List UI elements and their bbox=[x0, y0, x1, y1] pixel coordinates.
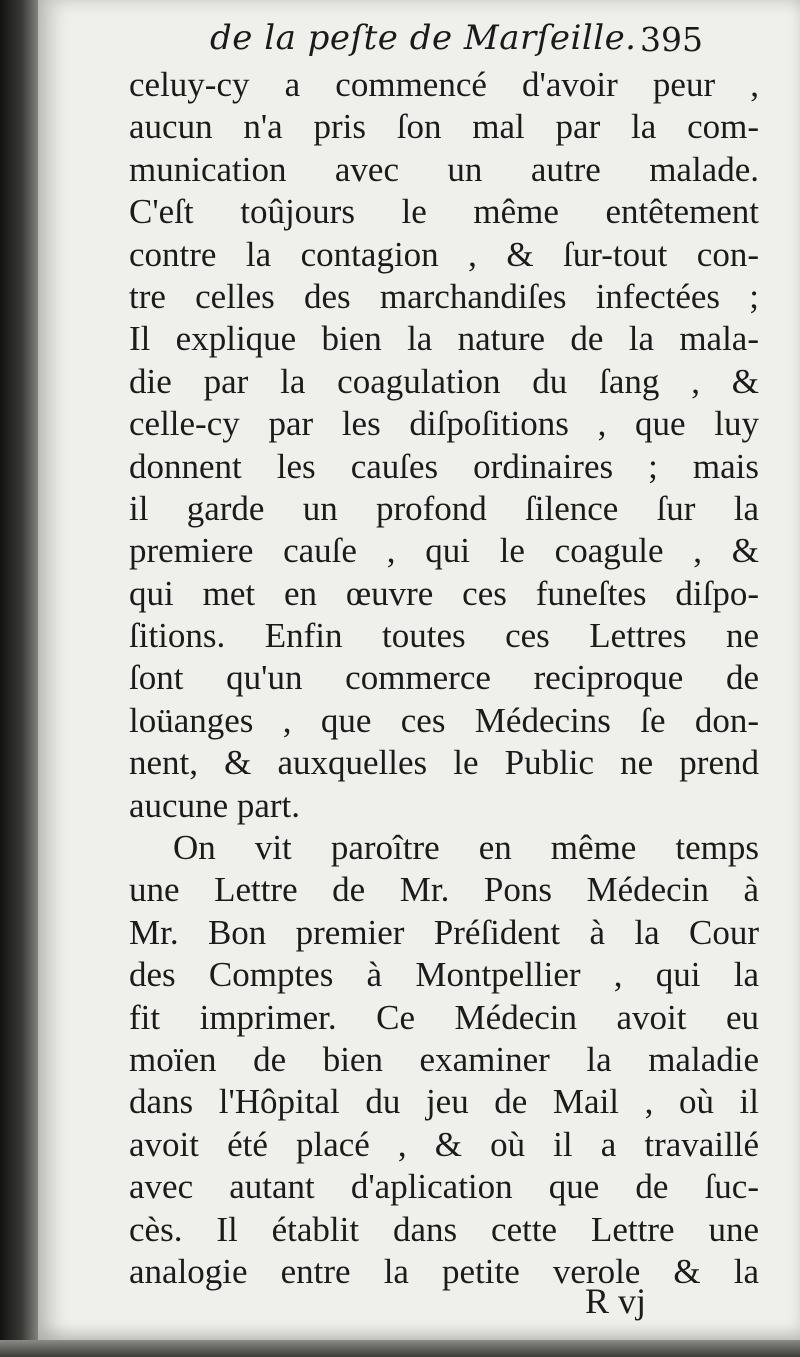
page-bottom-edge bbox=[0, 1340, 800, 1357]
running-title: de la peſte de Marſeille. bbox=[210, 18, 637, 58]
book-gutter-shadow bbox=[0, 0, 40, 1357]
text-line: des Comptes à Montpellier , qui la bbox=[129, 955, 759, 995]
text-line: moïen de bien examiner la maladie bbox=[129, 1039, 759, 1079]
text-line: aucun n'a pris ſon mal par la com- bbox=[129, 107, 759, 147]
text-line: donnent les cauſes ordinaires ; mais bbox=[129, 446, 759, 486]
paragraph-end-line: aucune part. bbox=[129, 785, 301, 825]
text-line: qui met en œuvre ces funeſtes diſpo- bbox=[129, 573, 759, 613]
paragraph-start-line: On vit paroître en même temps bbox=[173, 828, 759, 868]
text-line: dans l'Hôpital du jeu de Mail , où il bbox=[129, 1082, 759, 1122]
text-line: tre celles des marchandiſes infectées ; bbox=[129, 276, 759, 316]
text-line: avec autant d'aplication que de ſuc- bbox=[129, 1167, 759, 1207]
text-line: munication avec un autre malade. bbox=[129, 149, 759, 189]
page-number: 395 bbox=[640, 20, 703, 59]
text-line: Il explique bien la nature de la mala- bbox=[129, 319, 759, 359]
text-line: C'eſt toûjours le même entêtement bbox=[129, 192, 759, 232]
text-line: celuy-cy a commencé d'avoir peur , bbox=[129, 65, 759, 104]
text-line: Mr. Bon premier Préſident à la Cour bbox=[129, 912, 759, 952]
signature-mark: R vj bbox=[585, 1281, 647, 1321]
text-line: die par la coagulation du ſang , & bbox=[129, 361, 759, 401]
text-line: fit imprimer. Ce Médecin avoit eu bbox=[129, 997, 759, 1037]
book-page bbox=[38, 0, 800, 1340]
text-line: analogie entre la petite verole & la bbox=[129, 1251, 759, 1291]
text-line: celle-cy par les diſpoſitions , que luy bbox=[129, 404, 759, 444]
text-line: loüanges , que ces Médecins ſe don- bbox=[129, 700, 759, 740]
text-line: cès. Il établit dans cette Lettre une bbox=[129, 1209, 759, 1249]
text-line: il garde un profond ſilence ſur la bbox=[129, 488, 759, 528]
text-line: une Lettre de Mr. Pons Médecin à bbox=[129, 870, 759, 910]
text-line: ſont qu'un commerce reciproque de bbox=[129, 658, 759, 698]
text-line: nent, & auxquelles le Public ne prend bbox=[129, 743, 759, 783]
page-text bbox=[129, 64, 759, 1293]
text-line: contre la contagion , & ſur-tout con- bbox=[129, 234, 759, 274]
text-line: ſitions. Enfin toutes ces Lettres ne bbox=[129, 616, 759, 656]
text-line: premiere cauſe , qui le coagule , & bbox=[129, 531, 759, 571]
text-line: avoit été placé , & où il a travaillé bbox=[129, 1124, 759, 1164]
